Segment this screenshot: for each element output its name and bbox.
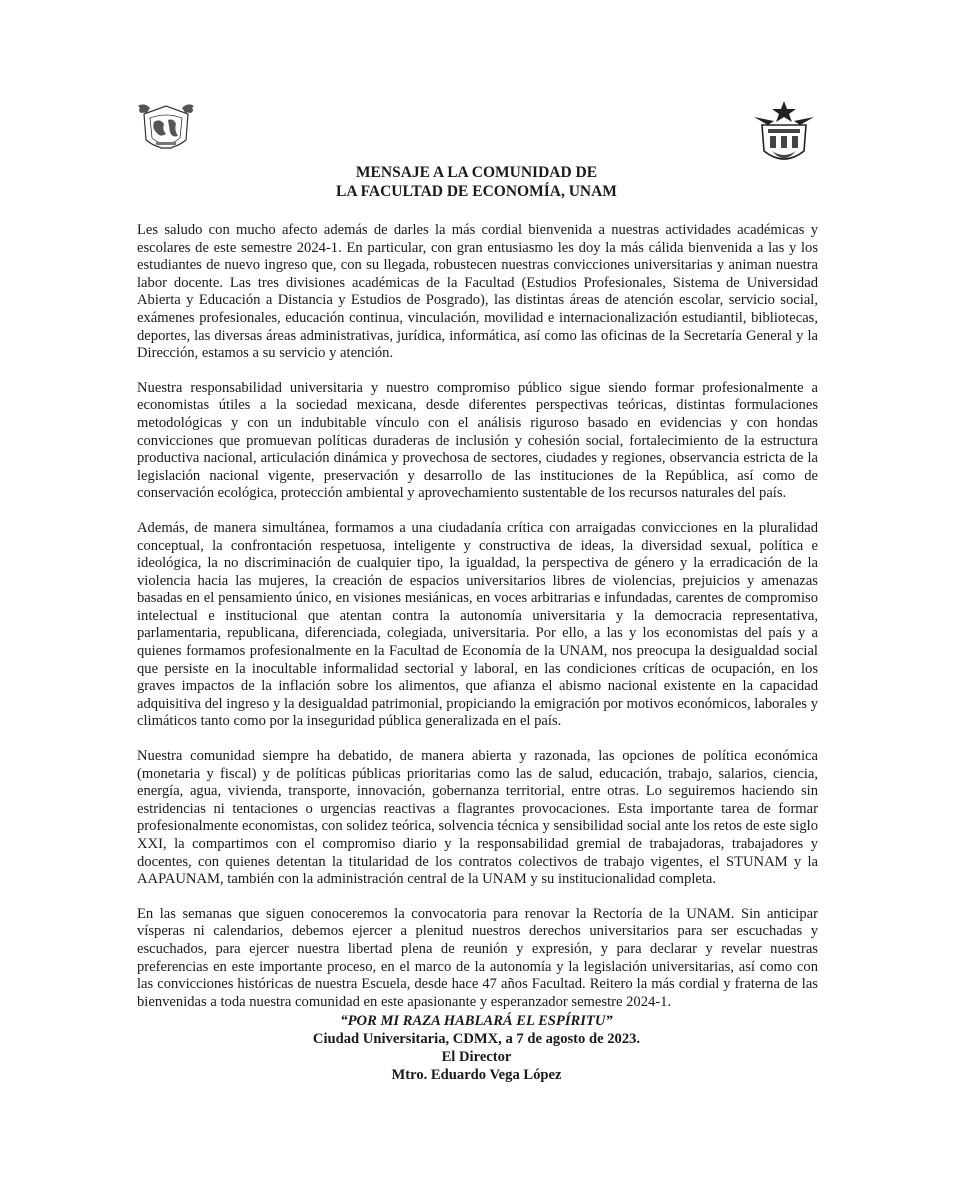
title-line-2: LA FACULTAD DE ECONOMÍA, UNAM xyxy=(336,183,617,200)
facultad-economia-seal-icon xyxy=(752,99,816,169)
place-date: Ciudad Universitaria, CDMX, a 7 de agosto de 2023. xyxy=(312,1031,641,1047)
unam-seal-icon xyxy=(136,100,196,158)
letter-body xyxy=(137,222,818,1028)
title-line-1: MENSAJE A LA COMUNIDAD DE xyxy=(355,164,598,181)
paragraph-3: Además, de manera simultánea, formamos a una ciudadanía crítica con arraigadas convicciones en la pluralidad conceptual, la confrontación respetuosa, inteligente y constructiva de ideas, la diversidad sexual, política e ideológica, la no discriminación de cualquier tipo, la igualdad, la perspectiva de género y la erradicación de la violencia hacia las mujeres, la creación de espacios universitarios libres de violencias, prejuicios y amenazas basadas en el pensamiento único, en visiones mesiánicas, en voces arbitrarias e infundadas, carentes de compromiso intelectual e institucional que atentan contra la autonomía universitaria y la democracia representativa, parlamentaria, republicana, diferenciada, colegiada, universitaria. Por ello, a las y los economistas del país y a quienes formamos profesionalmente en la Facultad de Economía de la UNAM, nos preocupa la desigualdad social que persiste en la inocultable informalidad sectorial y laboral, en las condiciones críticas de ocupación, en los graves impactos de la inflación sobre los alimentos, que afianza el abismo nacional existente en la capacidad adquisitiva del ingreso y la desigualdad patrimonial, propiciando la emigración por motivos económicos, laborales y climáticos tanto como por la inseguridad pública generalizada en el país. xyxy=(137,519,818,730)
paragraph-4: Nuestra comunidad siempre ha debatido, de manera abierta y razonada, las opciones de política económica (monetaria y fiscal) y de políticas públicas prioritarias como las de salud, educación, trabajo, salarios, ciencia, energía, agua, vivienda, transporte, innovación, gobernanza territorial, entre otras. Lo seguiremos haciendo sin estridencias ni tentaciones o urgencias reactivas a flagrantes provocaciones. Esta importante tarea de formar profesionalmente economistas, con solidez teórica, solvencia técnica y sensibilidad social ante los retos de este siglo XXI, la compartimos con el compromiso diario y la responsabilidad gremial de trabajadoras, trabajadores y docentes, con quienes detentan la titularidad de los contratos colectivos de trabajo vigentes, el STUNAM y la AAPAUNAM, también con la administración central de la UNAM y su institucionalidad completa. xyxy=(137,748,818,888)
document-title xyxy=(0,163,953,201)
signatory-role: El Director xyxy=(441,1049,512,1065)
paragraph-5: En las semanas que siguen conoceremos la convocatoria para renovar la Rectoría de la UNAM. Sin anticipar vísperas ni calendarios, debemos ejercer a plenitud nuestros derechos universitarios para ser escuchadas y escuchados, para ejercer nuestra libertad plena de reunión y expresión, y para declarar y revelar nuestras preferencias en este importante proceso, en el marco de la autonomía y la legislación universitarias, así como con las convicciones históricas de nuestra Escuela, desde hace 47 años Facultad. Reitero la más cordial y fraterna de las bienvenidas a toda nuestra comunidad en este apasionante y esperanzador semestre 2024-1. xyxy=(137,905,818,1010)
signature-block xyxy=(0,1012,953,1084)
paragraph-2: Nuestra responsabilidad universitaria y nuestro compromiso público sigue siendo formar profesionalmente a economistas útiles a la sociedad mexicana, desde diferentes perspectivas teóricas, distintas formulaciones metodológicas y con un indubitable vínculo con el análisis riguroso basado en evidencias y con hondas convicciones que promuevan políticas duraderas de inclusión y cohesión social, fortalecimiento de la estructura productiva nacional, articulación dinámica y provechosa de sectores, ciudades y regiones, observancia estricta de la legislación nacional vigente, preservación y desarrollo de las instituciones de la República, así como de conservación ecológica, protección ambiental y aprovechamiento sustentable de los recursos naturales del país. xyxy=(137,379,818,502)
paragraph-1: Les saludo con mucho afecto además de darles la más cordial bienvenida a nuestras actividades académicas y escolares de este semestre 2024-1. En particular, con gran entusiasmo les doy la más cálida bienvenida a las y los estudiantes de nuevo ingreso que, con su llegada, robustecen nuestras convicciones universitarias y animan nuestra labor docente. Las tres divisiones académicas de la Facultad (Estudios Profesionales, Sistema de Universidad Abierta y Educación a Distancia y Estudios de Posgrado), las distintas áreas de atención escolar, servicio social, exámenes profesionales, educación continua, vinculación, movilidad e internacionalización estudiantil, bibliotecas, deportes, las diversas áreas administrativas, jurídica, informática, así como las oficinas de la Secretaría General y la Dirección, estamos a su servicio y atención. xyxy=(137,222,818,362)
university-motto: “POR MI RAZA HABLARÁ EL ESPÍRITU” xyxy=(340,1013,613,1029)
signatory-name: Mtro. Eduardo Vega López xyxy=(391,1067,562,1083)
